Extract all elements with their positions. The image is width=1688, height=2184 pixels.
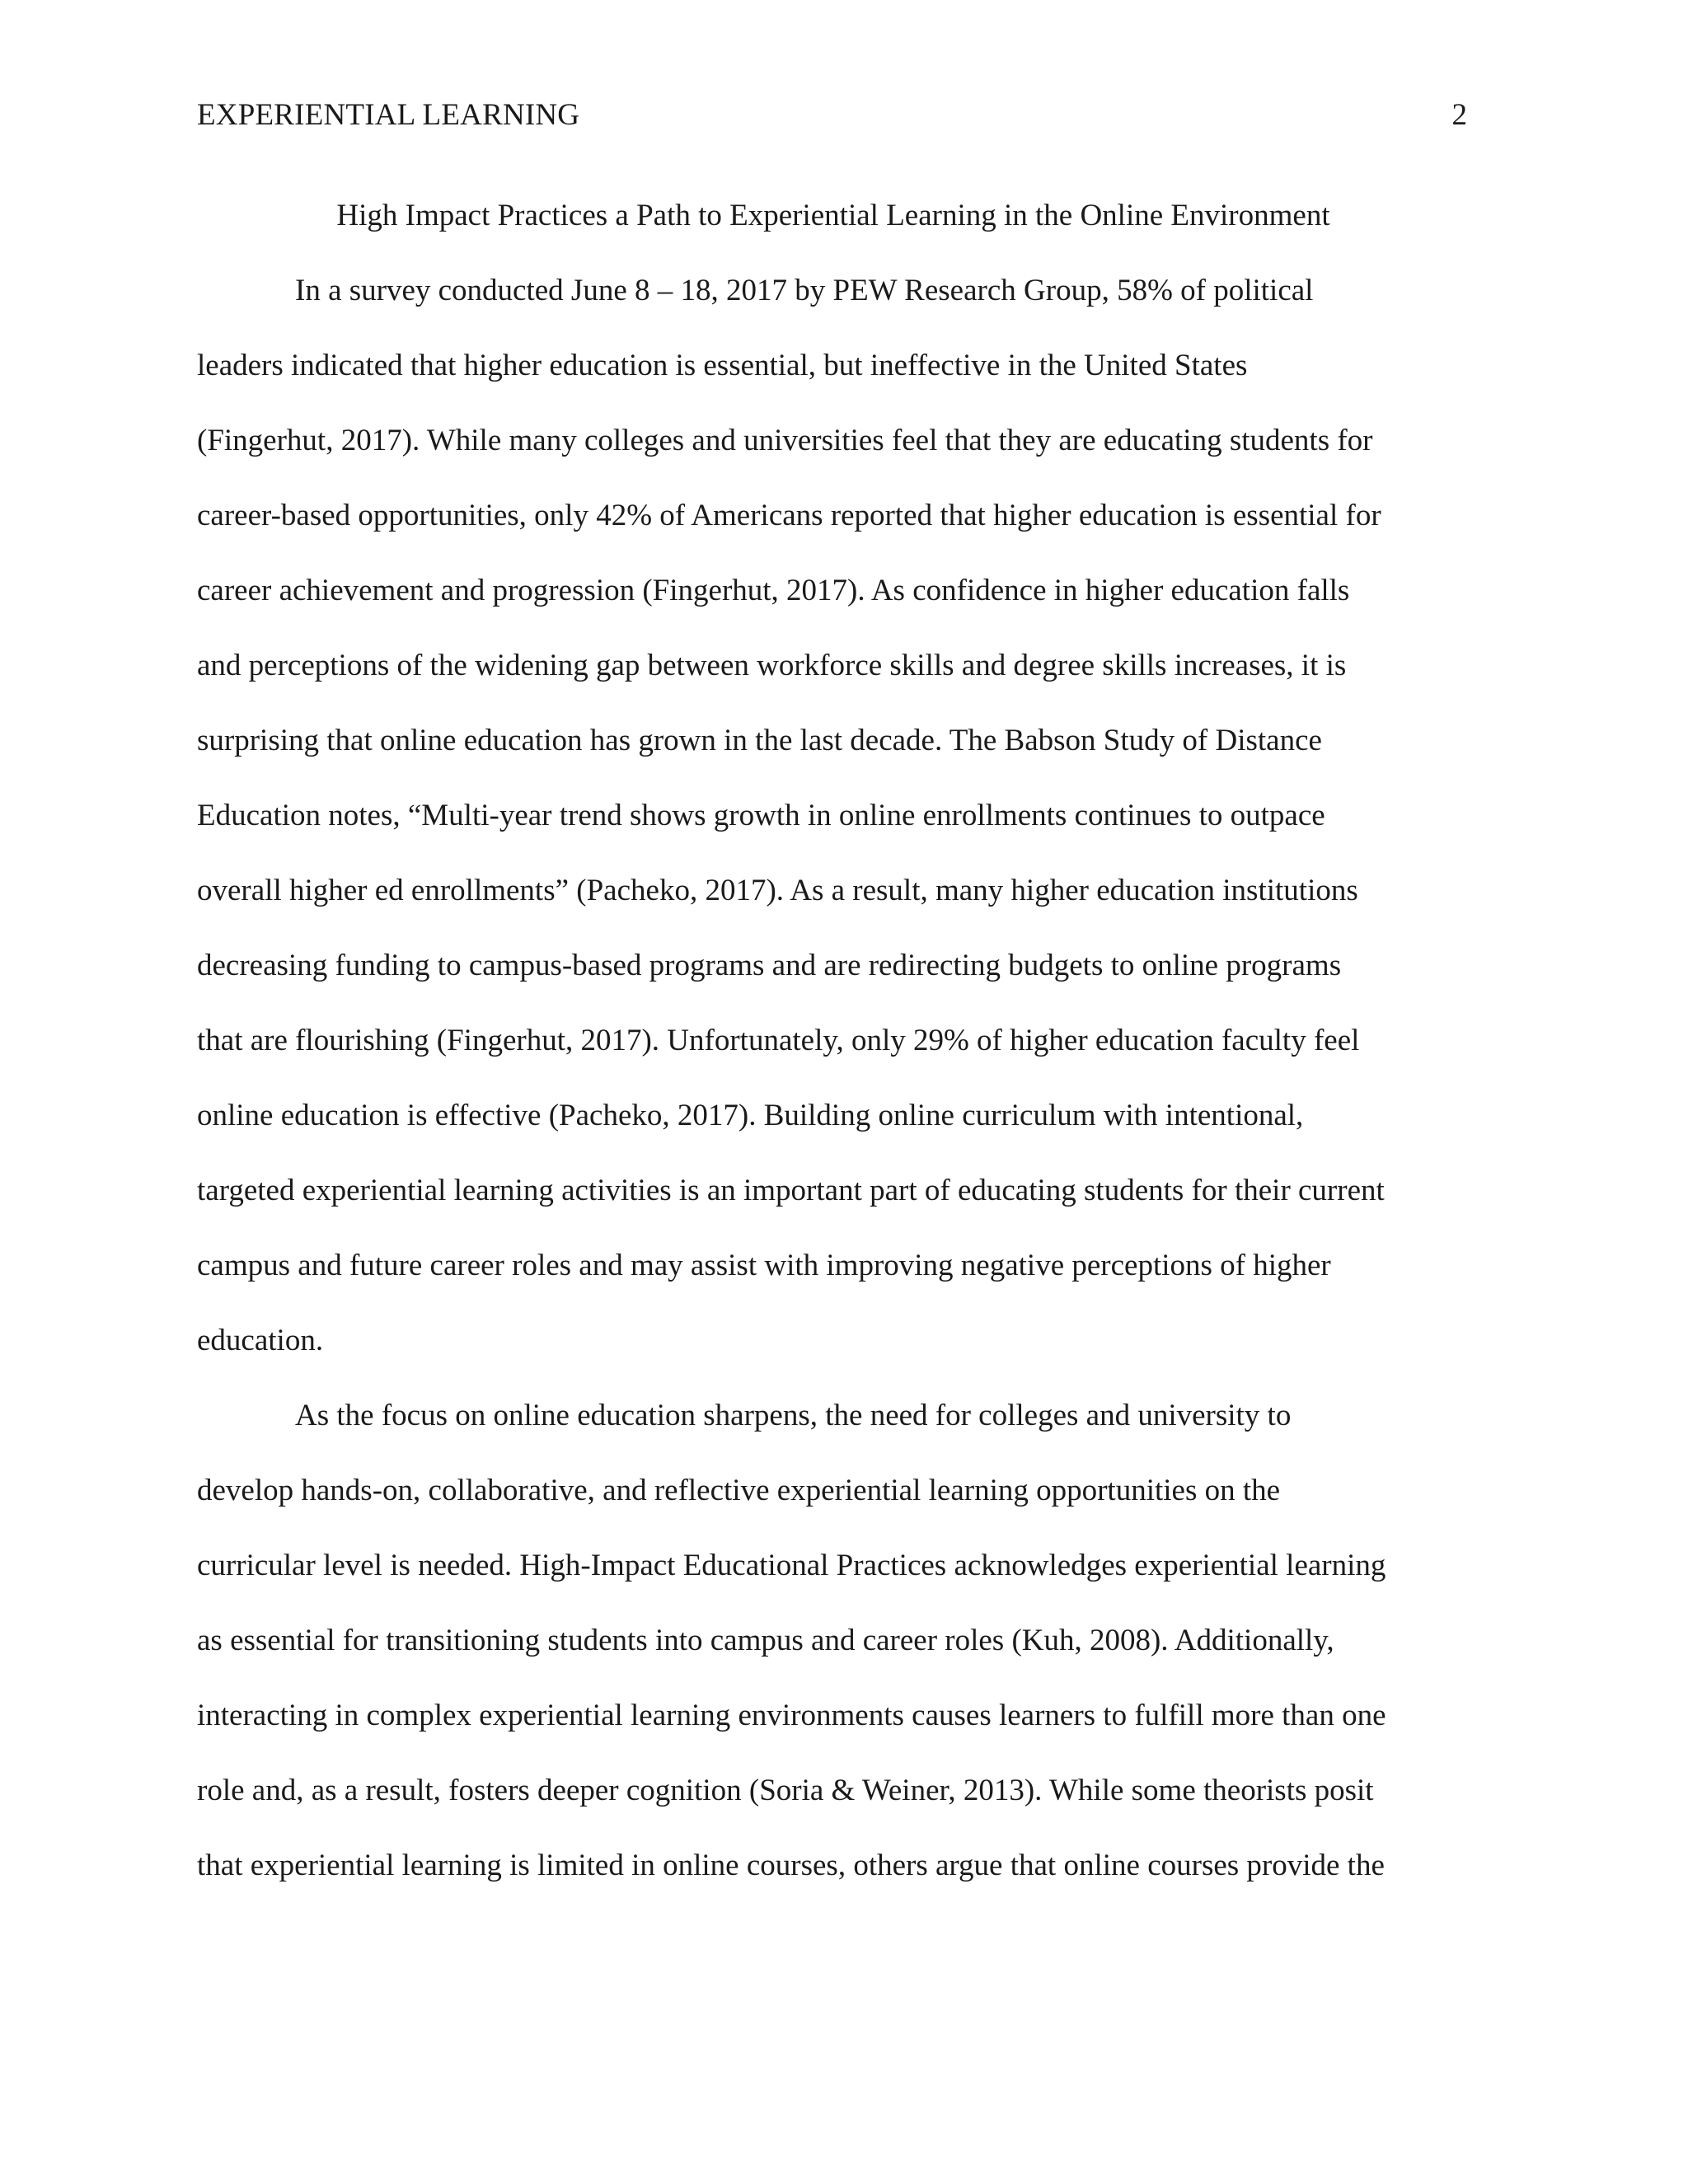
paragraph-1-line-7: surprising that online education has grown in the last decade. The Babson Study of Distance [197,724,1322,757]
paragraph-2-line-3: curricular level is needed. High-Impact Educational Practices acknowledges experiential learning [197,1549,1386,1582]
paragraph-1-line-14: campus and future career roles and may assist with improving negative perceptions of higher [197,1249,1331,1282]
paragraph-1-line-9: overall higher ed enrollments” (Pacheko, 2017). As a result, many higher education institutions [197,874,1358,907]
paragraph-1-line-11: that are flourishing (Fingerhut, 2017). Unfortunately, only 29% of higher education faculty feel [197,1024,1360,1057]
paragraph-2-line-4: as essential for transitioning students into campus and career roles (Kuh, 2008). Additionally, [197,1624,1334,1657]
paragraph-2-line-1: As the focus on online education sharpens, the need for colleges and university to [295,1399,1292,1432]
paragraph-1-line-5: career achievement and progression (Fingerhut, 2017). As confidence in higher education falls [197,574,1350,607]
running-head: EXPERIENTIAL LEARNING [197,98,580,132]
paragraph-2-line-2: develop hands-on, collaborative, and reflective experiential learning opportunities on the [197,1474,1281,1507]
paragraph-2-line-5: interacting in complex experiential learning environments causes learners to fulfill more than one [197,1699,1386,1732]
paragraph-1-line-15: education. [197,1324,324,1357]
paragraph-1-line-8: Education notes, “Multi-year trend shows growth in online enrollments continues to outpace [197,799,1325,832]
paragraph-1-line-1: In a survey conducted June 8 – 18, 2017 by PEW Research Group, 58% of political [295,274,1314,307]
document-title: High Impact Practices a Path to Experiential Learning in the Online Environment [336,199,1330,232]
paragraph-1-line-10: decreasing funding to campus-based programs and are redirecting budgets to online programs [197,949,1342,982]
paragraph-2-line-7: that experiential learning is limited in online courses, others argue that online courses provide the [197,1849,1385,1882]
paragraph-1-line-6: and perceptions of the widening gap between workforce skills and degree skills increases, it is [197,649,1347,682]
paragraph-1-line-13: targeted experiential learning activities is an important part of educating students for their current [197,1174,1385,1207]
paragraph-1-line-4: career-based opportunities, only 42% of Americans reported that higher education is essential for [197,499,1381,532]
paragraph-1-line-12: online education is effective (Pacheko, 2017). Building online curriculum with intentional, [197,1099,1304,1132]
page-number: 2 [1451,98,1467,132]
paragraph-1-line-2: leaders indicated that higher education is essential, but ineffective in the United States [197,349,1248,382]
paragraph-1-line-3: (Fingerhut, 2017). While many colleges and universities feel that they are educating students for [197,424,1373,457]
paragraph-2-line-6: role and, as a result, fosters deeper cognition (Soria & Weiner, 2013). While some theorists posit [197,1774,1374,1807]
